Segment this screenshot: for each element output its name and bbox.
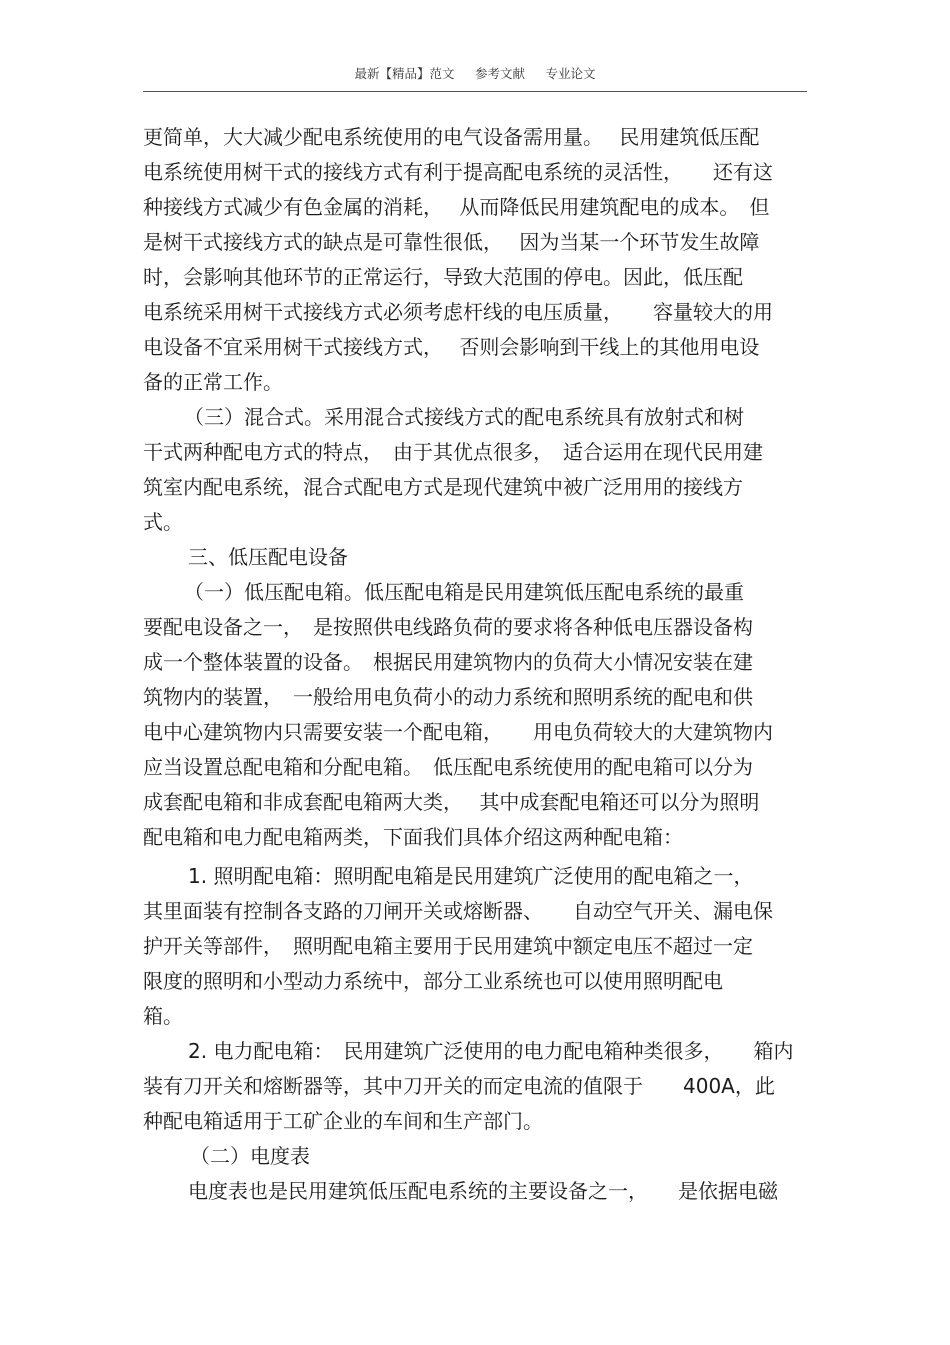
text-line: 是树干式接线方式的缺点是可靠性很低， 因为当某一个环节发生故障 (143, 230, 760, 254)
text-line: 电中心建筑物内只需要安装一个配电箱， 用电负荷较大的大建筑物内 (143, 720, 773, 744)
text-line: 筑物内的装置， 一般给用电负荷小的动力系统和照明系统的配电和供 (143, 685, 753, 709)
text-line: 电系统采用树干式接线方式必须考虑杆线的电压质量， 容量较大的用 (143, 300, 773, 324)
text-line: 干式两种配电方式的特点， 由于其优点很多， 适合运用在现代民用建 (143, 440, 763, 464)
text-line: （一）低压配电箱。低压配电箱是民用建筑低压配电系统的最重 (184, 580, 744, 604)
section-heading: 三、低压配电设备 (188, 545, 348, 569)
text-line: 电度表也是民用建筑低压配电系统的主要设备之一， 是依据电磁 (188, 1179, 778, 1203)
text-line: 配电箱和电力配电箱两类，下面我们具体介绍这两种配电箱： (143, 825, 683, 849)
text-line: 备的正常工作。 (143, 370, 283, 394)
text-line: 限度的照明和小型动力系统中，部分工业系统也可以使用照明配电 (143, 969, 723, 993)
text-line: 箱。 (143, 1004, 183, 1028)
text-line: 1. 照明配电箱：照明配电箱是民用建筑广泛使用的配电箱之一， (188, 864, 754, 888)
text-line: 成一个整体装置的设备。 根据民用建筑物内的负荷大小情况安装在建 (143, 650, 753, 674)
text-line: 电设备不宜采用树干式接线方式， 否则会影响到干线上的其他用电设 (143, 335, 760, 359)
text-line: 成套配电箱和非成套配电箱两大类， 其中成套配电箱还可以分为照明 (143, 790, 760, 814)
text-line: 其里面装有控制各支路的刀闸开关或熔断器、 自动空气开关、漏电保 (143, 899, 773, 923)
text-line: 更简单，大大减少配电系统使用的电气设备需用量。 民用建筑低压配 (143, 125, 760, 149)
text-line: （三）混合式。采用混合式接线方式的配电系统具有放射式和树 (184, 405, 744, 429)
text-line: 种接线方式减少有色金属的消耗， 从而降低民用建筑配电的成本。 但 (143, 195, 770, 219)
text-line: 护开关等部件， 照明配电箱主要用于民用建筑中额定电压不超过一定 (143, 934, 753, 958)
text-line: 2. 电力配电箱： 民用建筑广泛使用的电力配电箱种类很多， 箱内 (188, 1039, 794, 1063)
page-header: 最新【精品】范文 参考文献 专业论文 (354, 66, 596, 81)
text-line: 电系统使用树干式的接线方式有利于提高配电系统的灵活性， 还有这 (143, 160, 773, 184)
text-line: 要配电设备之一， 是按照供电线路负荷的要求将各种低电压器设备构 (143, 615, 753, 639)
text-line: 应当设置总配电箱和分配电箱。 低压配电系统使用的配电箱可以分为 (143, 755, 753, 779)
text-line: 装有刀开关和熔断器等，其中刀开关的而定电流的值限于 400A，此 (143, 1074, 775, 1098)
section-heading: （二）电度表 (190, 1144, 310, 1168)
text-line: 时，会影响其他环节的正常运行，导致大范围的停电。因此，低压配 (143, 265, 743, 289)
text-line: 式。 (143, 510, 183, 534)
text-line: 筑室内配电系统，混合式配电方式是现代建筑中被广泛用用的接线方 (143, 475, 743, 499)
text-line: 种配电箱适用于工矿企业的车间和生产部门。 (143, 1109, 543, 1133)
header-divider (143, 91, 807, 92)
